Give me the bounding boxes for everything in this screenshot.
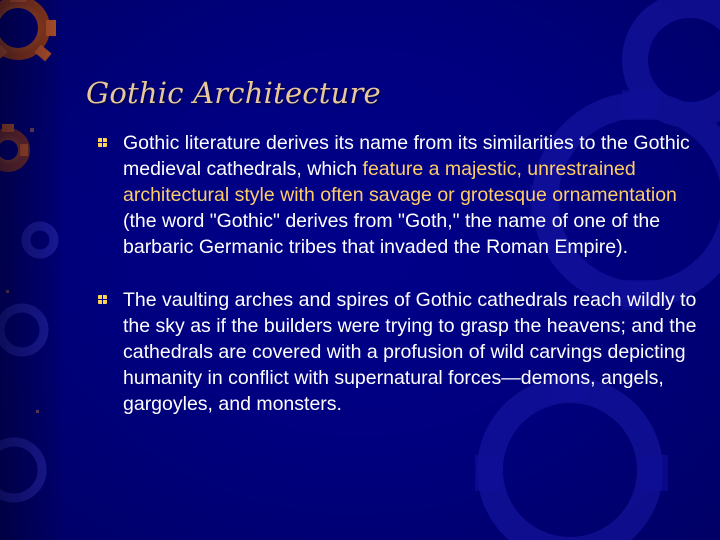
bullet-list xyxy=(104,130,704,417)
bullet-text: (the word "Gothic" derives from "Goth," the name of one of the barbaric Germanic tribes that invaded the Roman Empire). xyxy=(123,210,661,258)
bullet-item xyxy=(104,130,704,260)
bullet-text: The vaulting arches and spires of Gothic cathedrals reach wildly to the sky as if the builders were trying to grasp the heavens; and the cathedrals are covered with a profusion of wild carvings depicting humanity in conflict with supernatural forces—demons, angels, gargoyles, and monsters. xyxy=(123,289,697,415)
bullet-text: Gothic literature derives its name from its similarities to the Gothic medieval cathedrals, which xyxy=(123,132,690,180)
slide-title: Gothic Architecture xyxy=(86,76,381,110)
left-decorative-band xyxy=(0,0,62,540)
gear-bullet-icon xyxy=(98,138,107,147)
bullet-item xyxy=(104,287,704,417)
bullet-highlight-text: feature a majestic, unrestrained architectural style with often savage or grotesque ornamentation xyxy=(123,158,677,206)
gear-bullet-icon xyxy=(98,295,107,304)
